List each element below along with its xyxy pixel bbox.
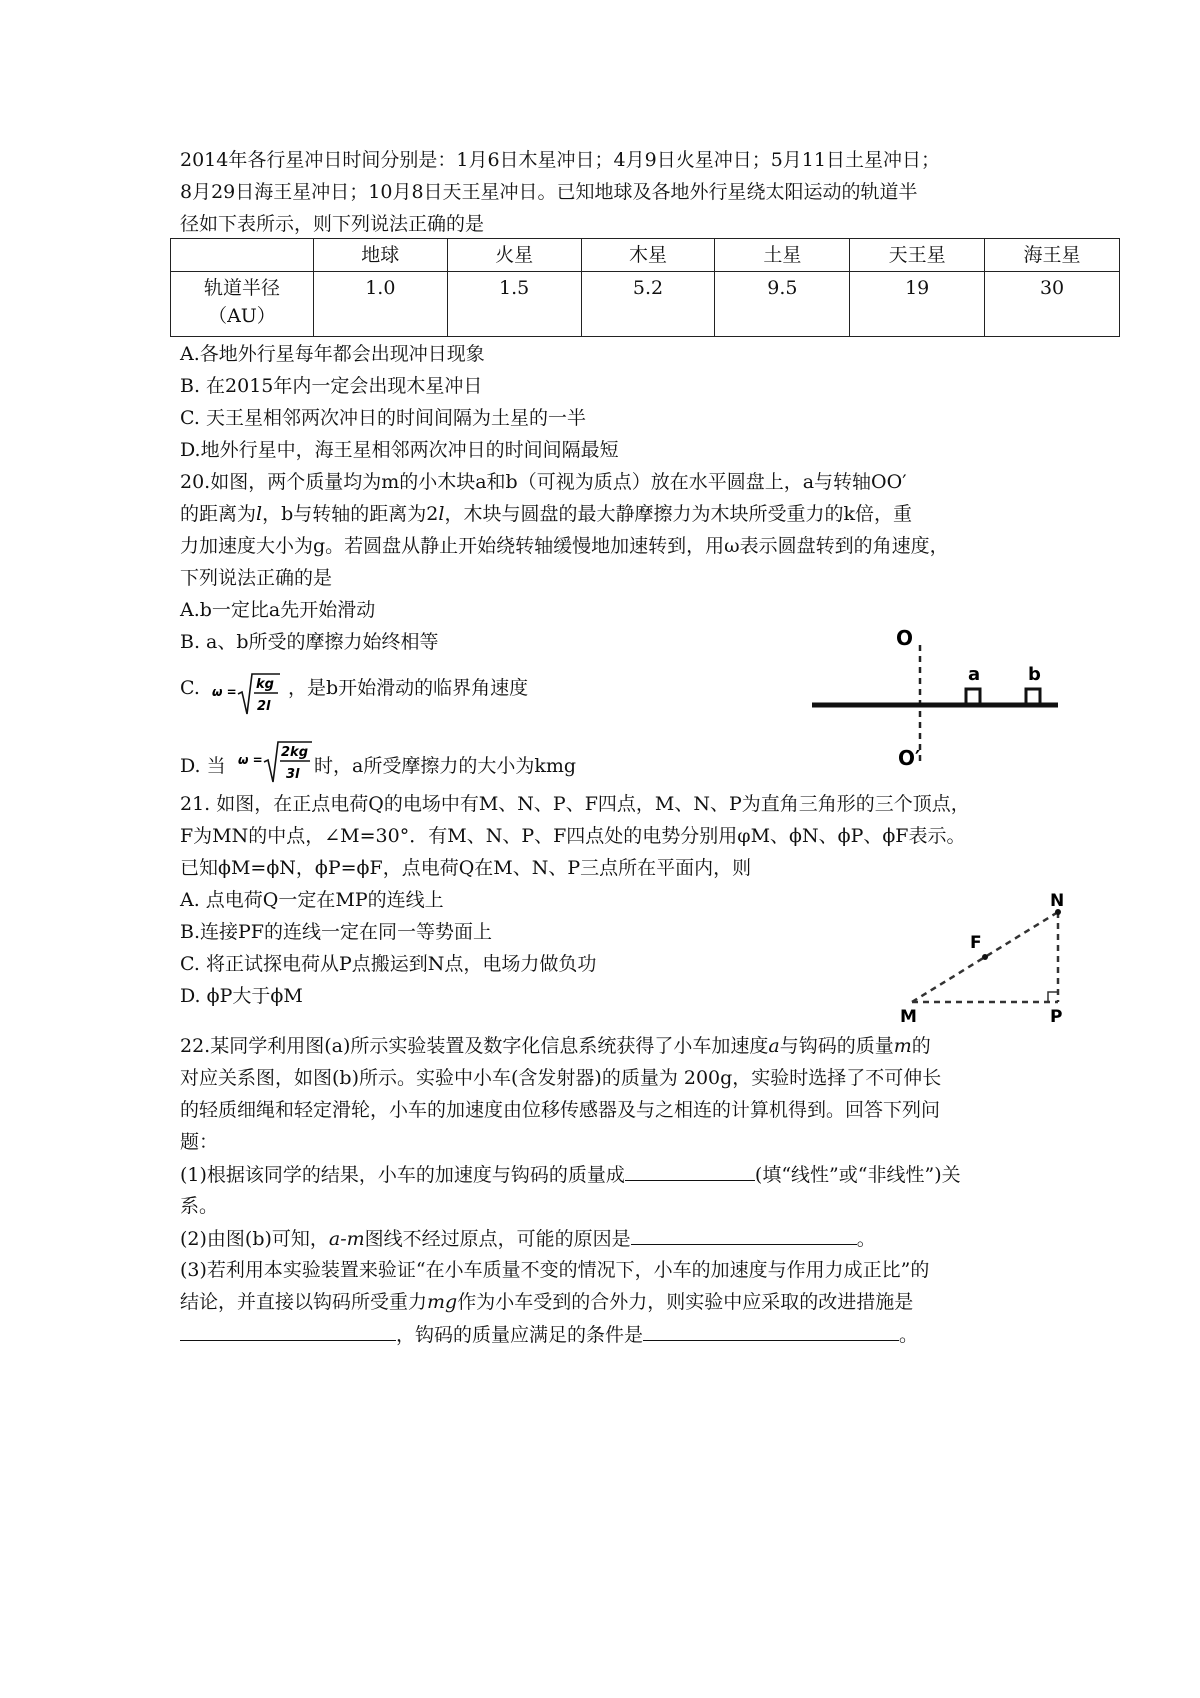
label-p: P (1050, 1007, 1063, 1025)
omega-eq: ω = (238, 753, 263, 767)
q20-option-d-label: D. 当 (180, 755, 226, 777)
q20-option-d-text: 时，a所受摩擦力的大小为kmg (314, 755, 577, 777)
table-header-cell: 火星 (447, 239, 581, 272)
text: 的距离为 (180, 503, 257, 525)
q21-option-b: B.连接PF的连线一定在同一等势面上 (180, 921, 492, 943)
text: ，钩码的质量应满足的条件是 (396, 1324, 644, 1346)
text: 的 (911, 1035, 931, 1057)
table-header-cell: 土星 (715, 239, 850, 272)
table-row (171, 272, 1120, 337)
q21-line-2: F为MN的中点，∠M=30°．有M、N、P、F四点处的电势分别用φM、ϕN、ϕP、ϕF表示。 (180, 825, 966, 847)
text: 22.某同学利用图(a)所示实验装置及数字化信息系统获得了小车加速度 (180, 1035, 769, 1057)
q22-part-3-line-3 (180, 1320, 918, 1349)
text: ，木块与圆盘的最大静摩擦力为木块所受重力的k倍，重 (444, 503, 912, 525)
formula-numerator: kg (256, 677, 274, 692)
q21-option-d: D. ϕP大于ϕM (180, 985, 303, 1007)
text: (1)根据该同学的结果，小车的加速度与钩码的质量成 (180, 1164, 625, 1186)
table-header-cell: 木星 (581, 239, 715, 272)
label-m: M (900, 1007, 917, 1025)
q20-line-3: 力加速度大小为g。若圆盘从静止开始绕转轴缓慢地加速转到，用ω表示圆盘转到的角速度， (180, 535, 949, 557)
q20-option-a: A.b一定比a先开始滑动 (180, 599, 376, 621)
var-a: a (768, 1035, 780, 1057)
var-m: m (893, 1035, 912, 1057)
answer-blank-1[interactable] (625, 1160, 755, 1181)
formula-numerator: 2kg (281, 745, 308, 760)
q20-option-c-label: C. (180, 677, 200, 699)
q20-line-1: 20.如图，两个质量均为m的小木块a和b（可视为质点）放在水平圆盘上，a与转轴OO′ (180, 471, 907, 493)
text: (2)由图(b)可知， (180, 1228, 329, 1250)
var-l: l (438, 503, 445, 525)
label-o-prime: O′ (898, 746, 921, 770)
q20-line-2 (180, 500, 912, 528)
formula-denominator: 2l (257, 699, 271, 714)
formula-omega-2kg-3l (238, 738, 314, 790)
label-n: N (1050, 891, 1065, 911)
table-header-cell: 天王星 (850, 239, 985, 272)
point-f (982, 954, 988, 960)
table-cell: 19 (850, 272, 985, 337)
table-header-cell (171, 239, 314, 272)
q19-option-b: B. 在2015年内一定会出现木星冲日 (180, 375, 483, 397)
label-o: O (896, 626, 914, 650)
q22-part-3-line-1: (3)若利用本实验装置来验证“在小车质量不变的情况下，小车的加速度与作用力成正比”的 (180, 1259, 930, 1281)
q19-option-c: C. 天王星相邻两次冲日的时间间隔为土星的一半 (180, 407, 586, 429)
table-row-label (171, 272, 314, 337)
q19-option-d: D.地外行星中，海王星相邻两次冲日的时间间隔最短 (180, 439, 619, 461)
text: 。 (899, 1324, 919, 1346)
orbit-radius-table (170, 238, 1120, 337)
var-l: l (256, 503, 263, 525)
q22-part-3-line-2 (180, 1288, 913, 1316)
answer-blank-4[interactable] (643, 1320, 899, 1341)
formula-omega-kg-2l (212, 670, 282, 722)
table-cell: 5.2 (581, 272, 715, 337)
q19-line-3: 径如下表所示，则下列说法正确的是 (180, 213, 485, 235)
q21-option-c: C. 将正试探电荷从P点搬运到N点，电场力做负功 (180, 953, 597, 975)
row-label-line-1: 轨道半径 (203, 277, 280, 299)
answer-blank-2[interactable] (631, 1224, 857, 1245)
triangle-mnp-figure (900, 890, 1080, 1025)
text: ，b与转轴的距离为2 (262, 503, 439, 525)
text: 与钩码的质量 (779, 1035, 894, 1057)
table-header-row (171, 239, 1120, 272)
text: 作为小车受到的合外力，则实验中应采取的改进措施是 (457, 1291, 914, 1313)
table-cell: 30 (985, 272, 1120, 337)
formula-denominator: 3l (286, 767, 300, 782)
q21-option-a: A. 点电荷Q一定在MP的连线上 (180, 889, 444, 911)
text: 。 (856, 1228, 876, 1250)
q22-part-2 (180, 1224, 876, 1253)
q19-line-2: 8月29日海王星冲日；10月8日天王星冲日。已知地球及各地外行星绕太阳运动的轨道半 (180, 181, 918, 203)
row-label-line-2: （AU） (208, 305, 276, 327)
var-mg: mg (427, 1291, 458, 1313)
q21-line-1: 21. 如图，在正点电荷Q的电场中有M、N、P、F四点，M、N、P为直角三角形的三个顶点， (180, 793, 970, 815)
q20-line-4: 下列说法正确的是 (180, 567, 333, 589)
label-a: a (968, 664, 981, 685)
q22-line-1 (180, 1032, 931, 1060)
table-header-cell: 地球 (313, 239, 447, 272)
q19-line-1: 2014年各行星冲日时间分别是：1月6日木星冲日；4月9日火星冲日；5月11日土星冲日； (180, 149, 940, 171)
table-cell: 1.0 (313, 272, 447, 337)
q19-option-a: A.各地外行星每年都会出现冲日现象 (180, 343, 485, 365)
q21-line-3: 已知ϕM=ϕN，ϕP=ϕF，点电荷Q在M、N、P三点所在平面内，则 (180, 857, 752, 879)
q22-line-3: 的轻质细绳和轻定滑轮，小车的加速度由位移传感器及与之相连的计算机得到。回答下列问 (180, 1099, 941, 1121)
table-cell: 1.5 (447, 272, 581, 337)
q22-part-1 (180, 1160, 961, 1189)
text: 结论，并直接以钩码所受重力 (180, 1291, 428, 1313)
omega-eq: ω = (212, 685, 237, 699)
table-cell: 9.5 (715, 272, 850, 337)
table-header-cell: 海王星 (985, 239, 1120, 272)
q22-line-2: 对应关系图，如图(b)所示。实验中小车(含发射器)的质量为 200g，实验时选择了不可伸长 (180, 1067, 942, 1089)
text: 图线不经过原点，可能的原因是 (364, 1228, 631, 1250)
answer-blank-3[interactable] (180, 1320, 396, 1341)
rotating-disk-figure (810, 625, 1060, 775)
label-f: F (970, 933, 982, 953)
q22-line-4: 题： (180, 1131, 219, 1153)
var-am: a-m (328, 1228, 365, 1250)
q20-option-b: B. a、b所受的摩擦力始终相等 (180, 631, 439, 653)
q22-part-1-end: 系。 (180, 1195, 219, 1217)
text: (填“线性”或“非线性”)关 (754, 1164, 961, 1186)
label-b: b (1028, 664, 1041, 685)
right-angle-mark (1048, 992, 1058, 1002)
q20-option-c-text: ，是b开始滑动的临界角速度 (288, 677, 529, 699)
